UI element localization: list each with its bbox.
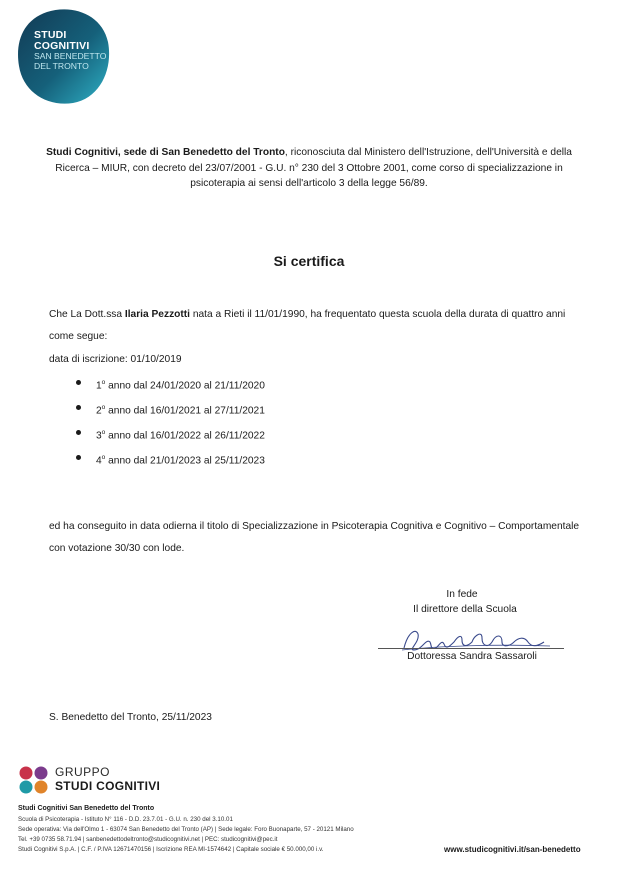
website-link[interactable]: www.studicognitivi.it/san-benedetto [444,845,581,854]
enrollment-date: data di iscrizione: 01/10/2019 [49,354,182,365]
logo-line-3: SAN BENEDETTO [34,51,107,61]
gruppo-logo-icon [18,765,50,795]
logo-line-2: COGNITIVI [34,40,90,52]
footer-line-1: Scuola di Psicoterapia - Istituto N° 116 - D.D. 23.7.01 - G.U. n. 230 del 3.10.01 [18,816,233,823]
bullet-icon [76,380,81,385]
years-list [73,372,265,472]
bullet-icon [76,455,81,460]
group-label: GRUPPO [55,765,111,779]
signer-name: Dottoressa Sandra Sassaroli [407,651,537,662]
institution-name: Studi Cognitivi, sede di San Benedetto del Tronto [46,147,285,158]
list-item: 3$^o$ anno dal 16/01/2022 al 26/11/2022 [73,422,265,447]
footer-line-4: Studi Cognitivi S.p.A. | C.F. / P.IVA 12671470156 | Iscrizione REA MI-1574642 | Capitale sociale € 50.000,00 i.v. [18,846,324,853]
in-fede-label: In fede [446,589,478,600]
bullet-icon [76,405,81,410]
bullet-icon [76,430,81,435]
conclusion-paragraph: ed ha conseguito in data odierna il titolo di Specializzazione in Psicoterapia Cognitiva e Cognitivo – Comportamentale con votazione 30/30 con lode. [49,521,580,554]
logo-line-1: STUDI [34,29,67,41]
certificate-prefix: Che La Dott.ssa [49,309,125,320]
certificate-paragraph [49,304,589,348]
page-title: Si certifica [273,253,345,269]
footer-line-3: Tel. +39 0735 58.71.94 | sanbenedettodeltronto@studicognitivi.net | PEC: studicognitivi@pec.it [18,836,278,843]
signature-line [378,648,564,649]
intro-paragraph [40,145,578,192]
list-item: 2$^o$ anno dal 16/01/2021 al 27/11/2021 [73,397,265,422]
list-item: 4$^o$ anno dal 21/01/2023 al 25/11/2023 [73,447,265,472]
director-role: Il direttore della Scuola [413,604,517,615]
footer-org: Studi Cognitivi San Benedetto del Tronto [18,805,155,812]
place-date: S. Benedetto del Tronto, 25/11/2023 [49,712,212,723]
footer-line-2: Sede operativa: Via dell'Olmo 1 - 63074 San Benedetto del Tronto (AP) | Sede legale: Foro Buonaparte, 57 - 20121 Milano [18,826,354,833]
certificate-details: nata a Rieti il 11/01/1990, ha frequentato questa scuola della durata di quattro anni come segue: [49,309,566,342]
list-item: 1$^o$ anno dal 24/01/2020 al 21/11/2020 [73,372,265,397]
intro-text: , riconosciuta dal Ministero dell'Istruzione, dell'Università e della Ricerca – MIUR, con decreto del 23/07/2001 - G.U. n° 230 del 3 Ottobre 2001, come corso di specializzazione in psicoterapia ai sensi dell'articolo 3 della legge 56/89. [55,147,572,189]
group-name: STUDI COGNITIVI [55,779,161,793]
studi-cognitivi-logo [17,8,110,105]
student-name: Ilaria Pezzotti [124,309,190,320]
logo-line-4: DEL TRONTO [34,60,89,71]
